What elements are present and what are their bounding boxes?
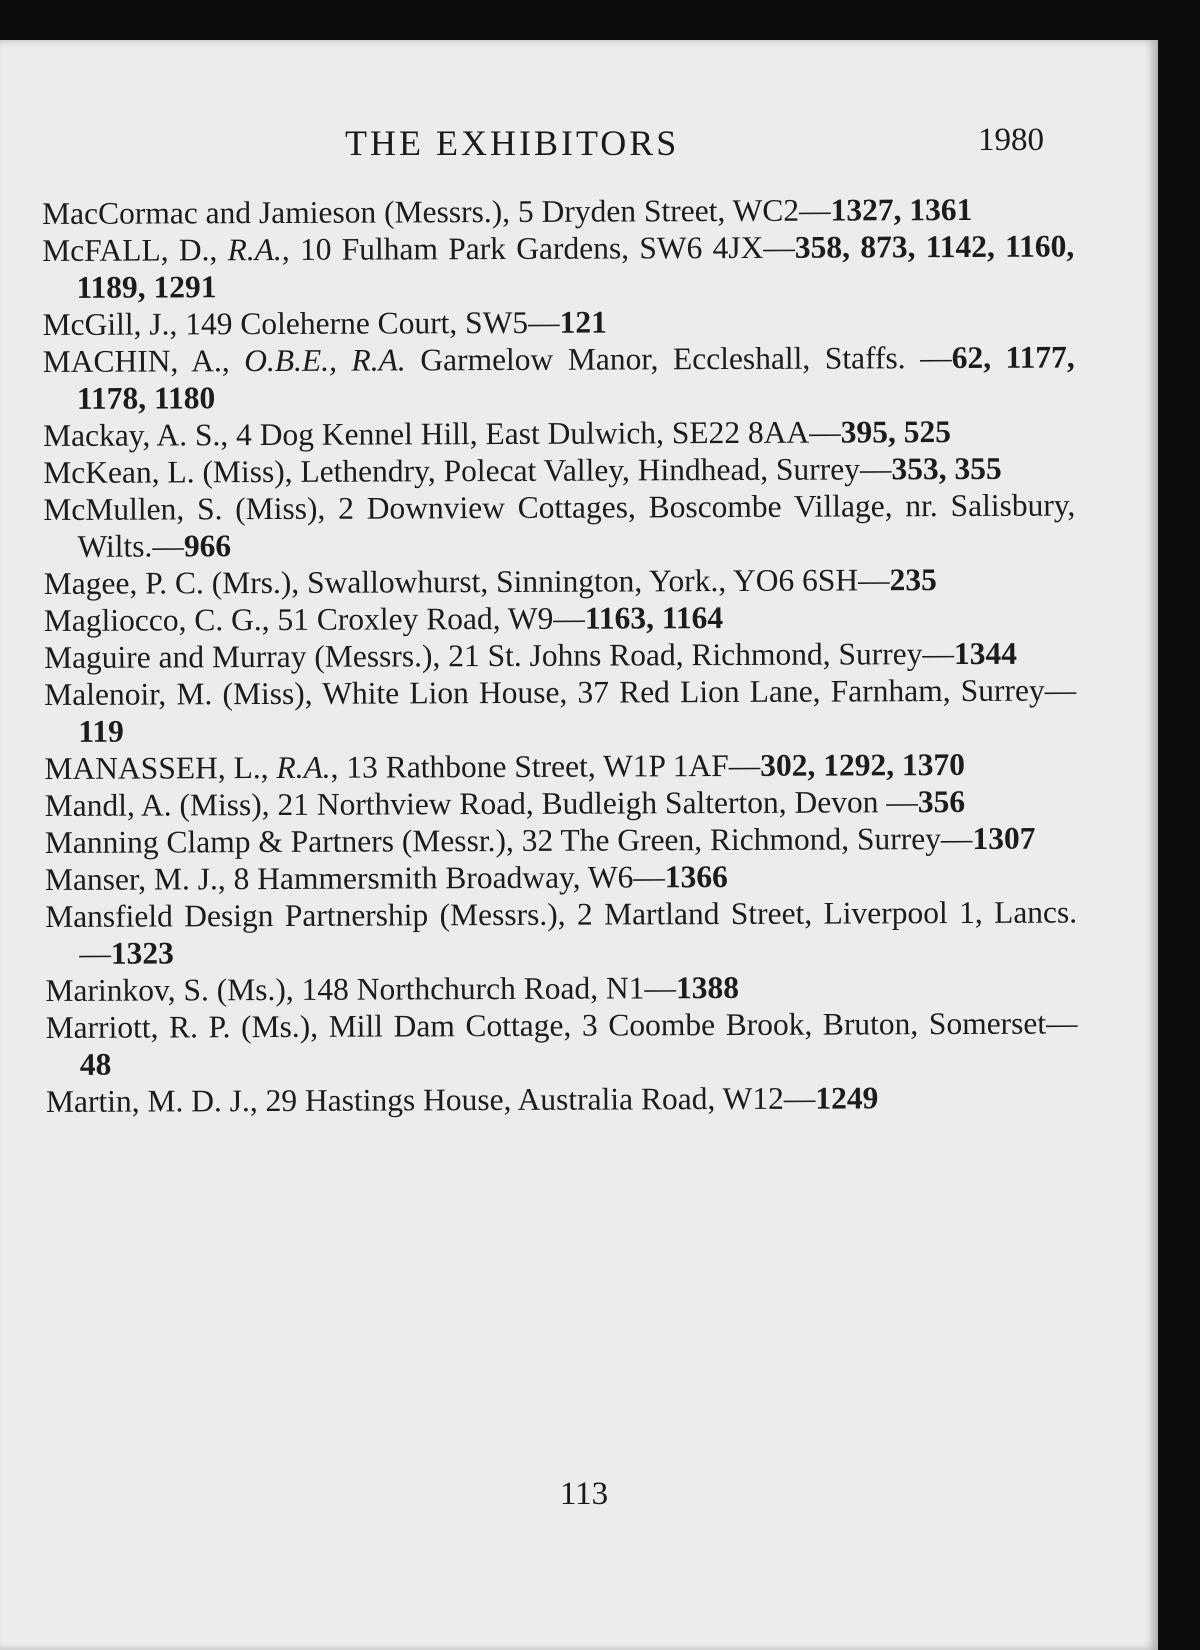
catalogue-numbers: 119: [78, 713, 124, 749]
catalogue-numbers: 1307: [972, 820, 1036, 856]
catalogue-numbers: 121: [559, 304, 607, 340]
exhibitor-entry: [46, 1078, 1078, 1120]
exhibitor-entry: [42, 227, 1074, 306]
catalogue-numbers: 356: [917, 783, 966, 820]
exhibitor-entry: [44, 745, 1076, 787]
exhibitor-entry: [43, 449, 1075, 491]
honours: R.A.: [276, 749, 331, 785]
catalogue-numbers: 302, 1292, 1370: [760, 746, 966, 783]
exhibitor-entry: [45, 856, 1077, 898]
exhibitor-text: McMullen, S. (Miss), 2 Downview Cottages, Boscombe Village, nr. Salisbury, Wilts.—: [43, 487, 1076, 564]
exhibitor-entry: [43, 486, 1075, 565]
honours: R.A.: [227, 231, 282, 268]
exhibitor-text: Magliocco, C. G., 51 Croxley Road, W9—: [43, 600, 585, 638]
running-title: THE EXHIBITORS: [345, 123, 680, 163]
catalogue-numbers: 235: [889, 562, 937, 598]
exhibitor-entry: [46, 1004, 1078, 1083]
exhibitor-text: Maguire and Murray (Messrs.), 21 St. Johns Road, Richmond, Surrey—: [43, 636, 954, 675]
catalogue-numbers: 1163, 1164: [584, 600, 724, 636]
exhibitor-text: Malenoir, M. (Miss), White Lion House, 37 Red Lion Lane, Farnham, Surrey—: [44, 672, 1077, 712]
exhibitor-entry: [45, 782, 1077, 824]
exhibitor-text: McGill, J., 149 Coleherne Court, SW5—: [42, 304, 560, 342]
exhibitor-entry: [44, 671, 1076, 750]
exhibitor-entry: [42, 301, 1074, 343]
exhibitor-entry: [45, 819, 1077, 861]
exhibitor-text: Mackay, A. S., 4 Dog Kennel Hill, East Dulwich, SE22 8AA—: [42, 414, 841, 453]
exhibitor-text: McKean, L. (Miss), Lethendry, Polecat Valley, Hindhead, Surrey—: [43, 451, 892, 490]
exhibitor-text: MACHIN, A.,: [42, 343, 245, 379]
exhibitor-entry: [43, 338, 1075, 417]
exhibitor-entry: [44, 597, 1076, 639]
exhibitor-text: , 13 Rathbone Street, W1P 1AF—: [330, 747, 761, 785]
exhibitor-text: Manser, M. J., 8 Hammersmith Broadway, W6—: [44, 859, 665, 897]
exhibitor-text: Magee, P. C. (Mrs.), Swallowhurst, Sinnington, York., YO6 6SH—: [43, 562, 890, 601]
catalogue-numbers: 1249: [815, 1080, 879, 1116]
exhibitor-text: Manning Clamp & Partners (Messr.), 32 The Green, Richmond, Surrey—: [44, 820, 973, 860]
exhibitor-text: Marinkov, S. (Ms.), 148 Northchurch Road, N1—: [45, 970, 677, 1008]
exhibitor-text: Martin, M. D. J., 29 Hastings House, Australia Road, W12—: [45, 1080, 816, 1119]
exhibitor-text: MacCormac and Jamieson (Messrs.), 5 Dryden Street, WC2—: [42, 192, 831, 231]
exhibitor-text: Mandl, A. (Miss), 21 Northview Road, Budleigh Salterton, Devon —: [44, 784, 918, 823]
exhibitor-entry: [43, 412, 1075, 454]
exhibitor-text: MANASSEH, L.,: [44, 749, 277, 786]
exhibitor-entry: [44, 560, 1076, 602]
catalogue-numbers: 1366: [664, 859, 728, 895]
catalogue-numbers: 48: [79, 1046, 112, 1082]
honours: O.B.E., R.A.: [244, 342, 406, 379]
catalogue-numbers: 395, 525: [840, 414, 951, 450]
exhibitor-text: Marriott, R. P. (Ms.), Mill Dam Cottage, 3 Coombe Brook, Bruton, Somerset—: [45, 1005, 1078, 1045]
running-year: 1980: [978, 122, 1044, 158]
catalogue-numbers: 1327, 1361: [830, 191, 973, 228]
exhibitor-entry: [42, 190, 1074, 232]
catalogue-numbers: 966: [183, 528, 232, 564]
exhibitor-text: Mansfield Design Partnership (Messrs.), 2 Martland Street, Liverpool 1, Lancs.—: [45, 894, 1078, 971]
exhibitor-text: McFALL, D.,: [42, 232, 228, 268]
exhibitor-list: [42, 190, 1078, 1119]
book-page: [0, 40, 1158, 1650]
catalogue-numbers: 358, 873, 1142, 1160, 1189, 1291: [76, 228, 1075, 305]
page-header: [0, 122, 1158, 172]
catalogue-numbers: 353, 355: [891, 450, 1002, 487]
exhibitor-entry: [44, 634, 1076, 676]
catalogue-numbers: 1388: [675, 969, 740, 1006]
catalogue-numbers: 62, 1177, 1178, 1180: [76, 339, 1075, 416]
exhibitor-entry: [45, 967, 1077, 1009]
page-number: 113: [559, 1476, 609, 1512]
exhibitor-text: Garmelow Manor, Eccleshall, Staffs. —: [405, 340, 952, 378]
exhibitor-text: , 10 Fulham Park Gardens, SW6 4JX—: [281, 229, 795, 267]
catalogue-numbers: 1344: [953, 635, 1017, 672]
exhibitor-entry: [45, 893, 1077, 972]
catalogue-numbers: 1323: [110, 935, 174, 971]
